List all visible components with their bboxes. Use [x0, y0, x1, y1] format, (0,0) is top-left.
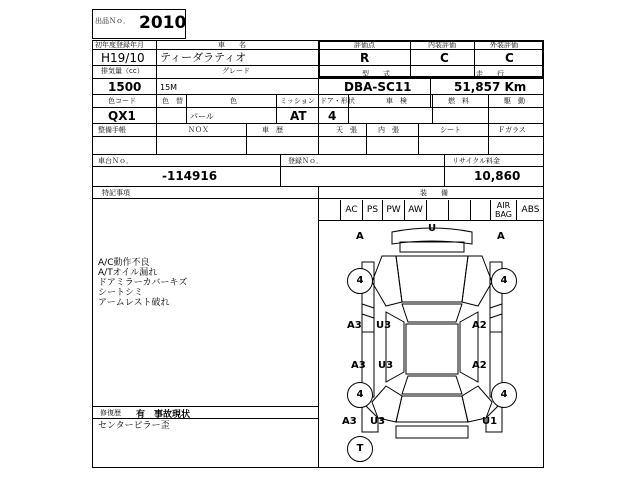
equip-airbag: AIR BAG	[490, 200, 516, 220]
rule	[92, 154, 544, 155]
tire-front-right: 4	[491, 268, 517, 294]
score-label: 評価点	[354, 41, 375, 49]
accident-status: 事故現状	[154, 410, 191, 420]
manual-label: 整備手帳	[98, 126, 126, 134]
recycle-value: 10,860	[474, 169, 521, 183]
exterior-label: 外装評価	[490, 41, 518, 49]
repair-detail: センターピラー歪	[98, 421, 170, 431]
tire-front-left: 4	[347, 268, 373, 294]
first-reg-label: 初年度登録年月	[95, 41, 144, 49]
damage-left-u3: U3	[376, 320, 392, 331]
sunroof-label: 天 張	[336, 126, 357, 134]
car-name-label: 車 名	[218, 41, 246, 49]
glass-label: Ｆガラス	[498, 126, 526, 134]
rule	[318, 186, 319, 468]
doors-label: ドア・形状	[320, 97, 355, 105]
damage-right-a2: A2	[472, 320, 487, 331]
tire-rear-right: 4	[491, 382, 517, 408]
rule	[92, 406, 318, 407]
grade-value: 15M	[160, 83, 178, 92]
rule	[418, 123, 419, 154]
interior-label: 内装評価	[428, 41, 456, 49]
rule	[92, 166, 544, 167]
lot-number-box	[92, 9, 186, 39]
first-reg-value: H19/10	[101, 51, 145, 65]
rule	[410, 40, 411, 78]
damage-left-u3-rear: U3	[378, 360, 394, 371]
rule	[276, 94, 277, 123]
rule	[92, 418, 318, 419]
damage-front-left: A	[356, 231, 364, 242]
transmission-value: AT	[290, 109, 307, 123]
damage-front-center: U	[428, 223, 437, 234]
drive-label: 駆 動	[504, 97, 525, 105]
grade-label: グレード	[222, 67, 250, 75]
note-line: シートシミ	[98, 288, 144, 298]
repair-value: 有	[136, 410, 146, 420]
car-diagram	[322, 222, 542, 466]
inspection-label: 車 検	[386, 97, 407, 105]
note-line: ドアミラーカバーキズ	[98, 278, 188, 288]
seat-label: シート	[440, 126, 461, 134]
rule	[318, 94, 319, 123]
equip-ps: PS	[362, 200, 382, 220]
interior-lining-label: 内 張	[378, 126, 399, 134]
damage-left-a3-rear: A3	[351, 360, 366, 371]
displacement-label: 排気量（cc）	[101, 67, 144, 75]
rule	[430, 78, 431, 107]
equip-blank	[470, 200, 490, 220]
rule	[246, 123, 247, 154]
interior-value: C	[440, 51, 449, 65]
doors-value: 4	[328, 109, 337, 123]
repair-label: 修復歴	[100, 409, 121, 417]
rule	[432, 94, 433, 123]
color-value: パール	[190, 112, 214, 121]
recycle-label: リサイクル料金	[452, 157, 501, 165]
model-label: 型 式	[362, 70, 390, 78]
lot-number-label: 出品Ｎｏ．	[95, 17, 130, 25]
tire-rear-left: 4	[347, 382, 373, 408]
equip-pw: PW	[382, 200, 404, 220]
equipment-label: 装 備	[420, 189, 448, 197]
note-line: アームレスト破れ	[98, 298, 170, 308]
color-code-label: 色コード	[108, 97, 136, 105]
displacement-value: 1500	[108, 80, 142, 94]
fuel-label: 燃 料	[448, 97, 469, 105]
rule	[186, 94, 187, 123]
note-line: A/Tオイル漏れ	[98, 268, 158, 278]
rule	[318, 40, 319, 78]
equip-ac: AC	[340, 200, 362, 220]
rule	[280, 154, 281, 186]
equip-aw: AW	[404, 200, 426, 220]
chassis-label: 車台Ｎｏ．	[98, 157, 133, 165]
rule	[156, 94, 157, 123]
color-code-value: QX1	[108, 109, 136, 123]
rule	[366, 123, 367, 154]
note-line: A/C動作不良	[98, 258, 150, 268]
equip-blank	[426, 200, 448, 220]
exterior-value: C	[505, 51, 514, 65]
mileage-label: 走 行	[476, 70, 504, 78]
history-label: 車 歴	[262, 126, 283, 134]
equip-blank	[448, 200, 470, 220]
notes-label: 特記事項	[102, 189, 130, 197]
car-name-value: ティーダラティオ	[160, 51, 247, 64]
model-value: DBA-SC11	[344, 80, 412, 94]
registration-label: 登録Ｎｏ．	[288, 157, 323, 165]
nox-label: ＮＯＸ	[188, 126, 209, 134]
rule	[156, 123, 157, 154]
damage-right-a2-rear: A2	[472, 360, 487, 371]
damage-rear-u3: U3	[370, 416, 386, 427]
chassis-value: -114916	[162, 169, 218, 183]
color-label: 色	[230, 97, 237, 105]
rule	[444, 154, 445, 186]
damage-rear-u1: U1	[482, 416, 498, 427]
damage-left-a3: A3	[347, 320, 362, 331]
rule	[488, 123, 489, 154]
transmission-label: ミッション	[280, 97, 315, 105]
rule	[318, 123, 319, 154]
rule	[318, 220, 544, 221]
spare-tire: T	[347, 436, 373, 462]
notes-list	[98, 258, 187, 308]
lot-number: 2010	[139, 13, 187, 33]
score-value: R	[360, 51, 370, 65]
mileage-value: 51,857 Km	[454, 80, 527, 94]
equip-abs: ABS	[516, 200, 544, 220]
damage-rear-a3: A3	[342, 416, 357, 427]
color-group-label: 色 替	[162, 97, 183, 105]
rule	[474, 40, 475, 78]
rule	[488, 94, 489, 123]
damage-front-right: A	[497, 231, 505, 242]
